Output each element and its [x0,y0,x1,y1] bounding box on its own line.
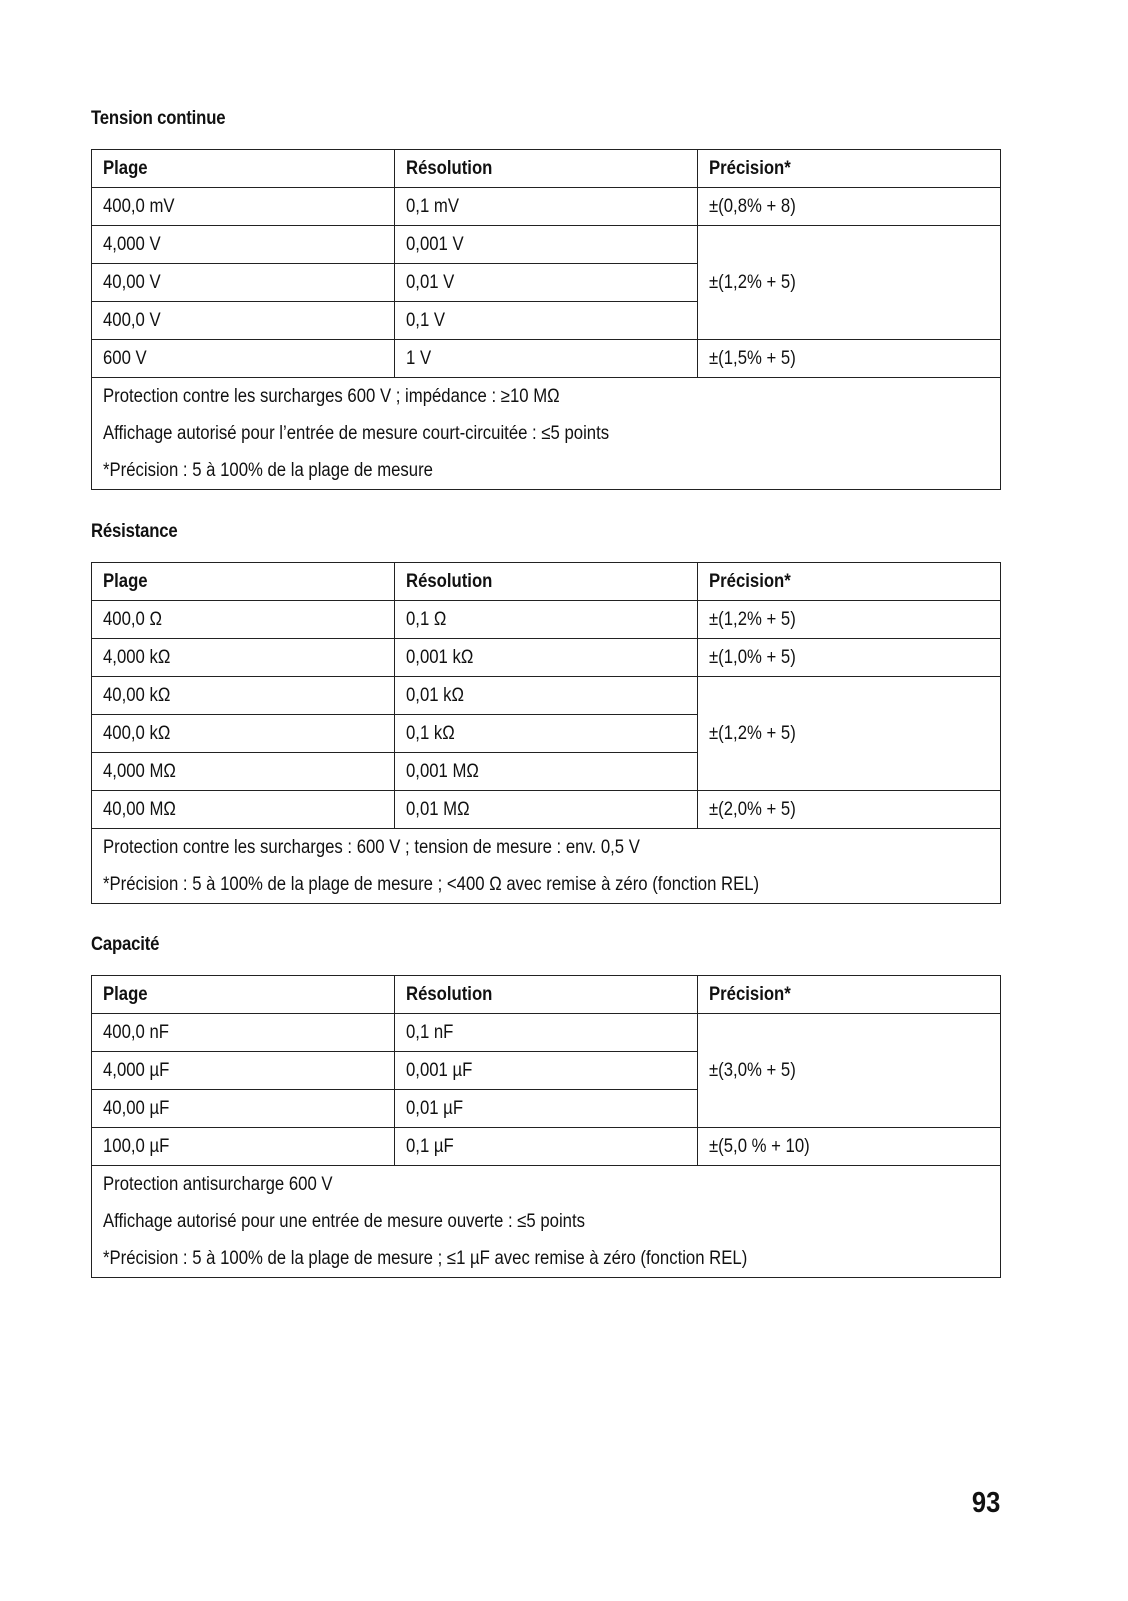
table-header-row [92,150,1001,188]
header-plage: Plage [92,976,395,1014]
cell-precision: ±(5,0 % + 10) [698,1128,1001,1166]
cell-plage: 4,000 µF [92,1052,395,1090]
section-title-resistance: Résistance [91,521,178,542]
notes-cell [92,1166,1001,1278]
notes-row [92,829,1001,904]
cell-precision: ±(1,2% + 5) [698,226,1001,340]
cell-precision: ±(1,5% + 5) [698,340,1001,378]
table-capacite [91,975,1001,1278]
note-line: Affichage autorisé pour une entrée de mesure ouverte : ≤5 points [103,1211,585,1232]
cell-plage: 40,00 kΩ [92,677,395,715]
note-line: *Précision : 5 à 100% de la plage de mesure [103,460,433,481]
table-row [92,791,1001,829]
header-precision: Précision* [698,150,1001,188]
cell-plage: 400,0 kΩ [92,715,395,753]
note-line: Affichage autorisé pour l’entrée de mesure court-circuitée : ≤5 points [103,423,610,444]
cell-plage: 400,0 Ω [92,601,395,639]
table-row [92,226,1001,264]
cell-plage: 100,0 µF [92,1128,395,1166]
table-row [92,1128,1001,1166]
cell-resolution: 0,01 µF [395,1090,698,1128]
cell-resolution: 0,001 kΩ [395,639,698,677]
cell-resolution: 0,001 V [395,226,698,264]
table-row [92,677,1001,715]
header-precision: Précision* [698,976,1001,1014]
note-line: Protection antisurcharge 600 V [103,1174,333,1195]
header-resolution: Résolution [395,976,698,1014]
table-row [92,1014,1001,1052]
header-plage: Plage [92,150,395,188]
notes-cell [92,829,1001,904]
cell-plage: 400,0 nF [92,1014,395,1052]
table-row [92,340,1001,378]
note-line: *Précision : 5 à 100% de la plage de mesure ; <400 Ω avec remise à zéro (fonction REL) [103,874,760,895]
cell-plage: 40,00 V [92,264,395,302]
note-line: Protection contre les surcharges : 600 V ; tension de mesure : env. 0,5 V [103,837,640,858]
note-line: Protection contre les surcharges 600 V ; impédance : ≥10 MΩ [103,386,560,407]
notes-row [92,378,1001,490]
cell-resolution: 0,1 µF [395,1128,698,1166]
header-precision: Précision* [698,563,1001,601]
cell-resolution: 0,001 µF [395,1052,698,1090]
header-resolution: Résolution [395,563,698,601]
section-title-tension-continue: Tension continue [91,108,226,129]
cell-precision: ±(1,2% + 5) [698,601,1001,639]
cell-resolution: 0,1 nF [395,1014,698,1052]
cell-precision: ±(0,8% + 8) [698,188,1001,226]
table-row [92,639,1001,677]
cell-resolution: 0,1 kΩ [395,715,698,753]
notes-row [92,1166,1001,1278]
cell-resolution: 0,1 V [395,302,698,340]
cell-plage: 4,000 V [92,226,395,264]
cell-resolution: 0,001 MΩ [395,753,698,791]
cell-resolution: 0,1 Ω [395,601,698,639]
cell-precision: ±(3,0% + 5) [698,1014,1001,1128]
table-tension-continue [91,149,1001,490]
cell-precision: ±(1,0% + 5) [698,639,1001,677]
cell-plage: 4,000 MΩ [92,753,395,791]
cell-plage: 4,000 kΩ [92,639,395,677]
cell-plage: 400,0 V [92,302,395,340]
cell-resolution: 0,01 V [395,264,698,302]
table-row [92,601,1001,639]
cell-resolution: 0,1 mV [395,188,698,226]
table-resistance [91,562,1001,904]
cell-resolution: 0,01 MΩ [395,791,698,829]
header-resolution: Résolution [395,150,698,188]
cell-plage: 40,00 MΩ [92,791,395,829]
table-row [92,188,1001,226]
header-plage: Plage [92,563,395,601]
page-number: 93 [971,1487,1000,1519]
section-title-capacite: Capacité [91,934,160,955]
cell-plage: 40,00 µF [92,1090,395,1128]
note-line: *Précision : 5 à 100% de la plage de mesure ; ≤1 µF avec remise à zéro (fonction REL) [103,1248,748,1269]
table-header-row [92,976,1001,1014]
table-header-row [92,563,1001,601]
cell-resolution: 1 V [395,340,698,378]
cell-plage: 600 V [92,340,395,378]
cell-precision: ±(1,2% + 5) [698,677,1001,791]
notes-cell [92,378,1001,490]
cell-precision: ±(2,0% + 5) [698,791,1001,829]
cell-resolution: 0,01 kΩ [395,677,698,715]
cell-plage: 400,0 mV [92,188,395,226]
